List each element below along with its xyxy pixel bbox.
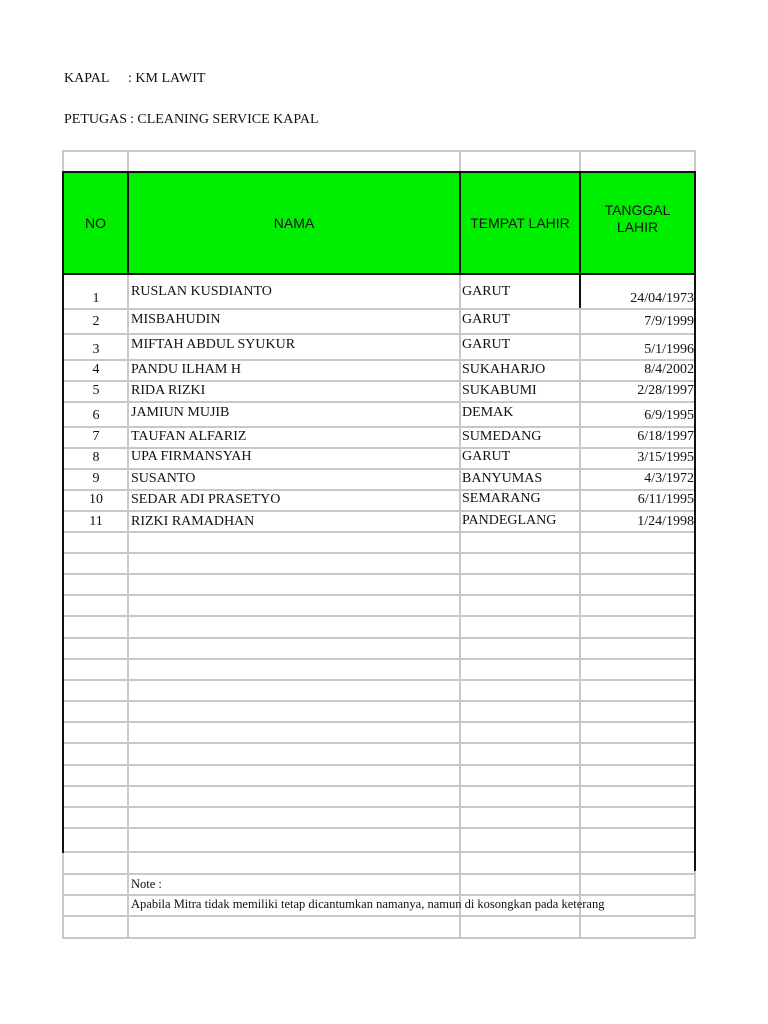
- table-cell-no: 1: [92, 291, 100, 306]
- table-cell-nama: RIDA RIZKI: [131, 383, 206, 398]
- column-header-tempat-lahir: TEMPAT LAHIR: [470, 214, 570, 231]
- table-cell-nama: MIFTAH ABDUL SYUKUR: [131, 337, 296, 352]
- table-cell-no: 6: [92, 408, 100, 423]
- table-cell-tempat: GARUT: [462, 449, 511, 464]
- table-cell-no: 11: [89, 514, 103, 529]
- table-cell-tempat: SUKABUMI: [462, 383, 537, 398]
- table-cell-nama: MISBAHUDIN: [131, 312, 221, 327]
- table-cell-nama: UPA FIRMANSYAH: [131, 449, 252, 464]
- table-cell-tanggal: 8/4/2002: [644, 362, 694, 377]
- table-cell-nama: JAMIUN MUJIB: [131, 405, 230, 420]
- table-cell-nama: RIZKI RAMADHAN: [131, 514, 255, 529]
- table-cell-tanggal: 3/15/1995: [637, 450, 694, 465]
- table-cell-no: 4: [92, 362, 100, 377]
- table-cell-tempat: PANDEGLANG: [462, 513, 557, 528]
- table-cell-tempat: SUKAHARJO: [462, 362, 546, 377]
- table-cell-nama: TAUFAN ALFARIZ: [131, 429, 247, 444]
- table-cell-no: 7: [92, 429, 100, 444]
- table-cell-tanggal: 2/28/1997: [637, 383, 694, 398]
- table-cell-tanggal: 24/04/1973: [630, 291, 694, 306]
- column-header-tanggal-lahir: TANGGAL LAHIR: [604, 202, 671, 235]
- petugas-line: [64, 112, 319, 128]
- note-text-clip: [131, 896, 696, 916]
- petugas-label: PETUGAS: [64, 112, 128, 127]
- note-label: Note :: [131, 877, 162, 891]
- table-cell-no: 8: [92, 450, 100, 465]
- table-cell-tempat: SUMEDANG: [462, 429, 542, 444]
- table-cell-tempat: SEMARANG: [462, 491, 541, 506]
- table-cell-tempat: GARUT: [462, 312, 511, 327]
- kapal-label: KAPAL: [64, 71, 110, 86]
- table-cell-tempat: BANYUMAS: [462, 471, 543, 486]
- table-cell-tempat: GARUT: [462, 337, 511, 352]
- table-cell-tanggal: 6/18/1997: [637, 429, 694, 444]
- kapal-value: : KM LAWIT: [128, 71, 206, 86]
- table-cell-tanggal: 7/9/1999: [644, 314, 694, 329]
- table-cell-no: 3: [92, 342, 100, 357]
- column-header-nama: NAMA: [273, 214, 315, 231]
- table-cell-tanggal: 5/1/1996: [644, 342, 694, 357]
- table-cell-no: 10: [89, 492, 103, 507]
- table-cell-nama: RUSLAN KUSDIANTO: [131, 284, 272, 299]
- table-cell-no: 2: [92, 314, 100, 329]
- column-header-no: NO: [85, 214, 106, 231]
- table-cell-no: 9: [92, 471, 100, 486]
- table-cell-nama: SEDAR ADI PRASETYO: [131, 492, 281, 507]
- table-cell-tanggal: 6/9/1995: [644, 408, 694, 423]
- table-cell-tanggal: 4/3/1972: [644, 471, 694, 486]
- table-cell-tempat: GARUT: [462, 284, 511, 299]
- table-cell-no: 5: [92, 383, 100, 398]
- petugas-value: : CLEANING SERVICE KAPAL: [130, 112, 319, 127]
- table-cell-tanggal: 6/11/1995: [637, 492, 694, 507]
- table-cell-nama: PANDU ILHAM H: [131, 362, 241, 377]
- table-cell-tempat: DEMAK: [462, 405, 514, 420]
- table-cell-tanggal: 1/24/1998: [637, 514, 694, 529]
- table-cell-nama: SUSANTO: [131, 471, 196, 486]
- note-text: Apabila Mitra tidak memiliki tetap dicantumkan namanya, namun di kosongkan pada keterang: [131, 897, 605, 911]
- kapal-line: [64, 71, 206, 87]
